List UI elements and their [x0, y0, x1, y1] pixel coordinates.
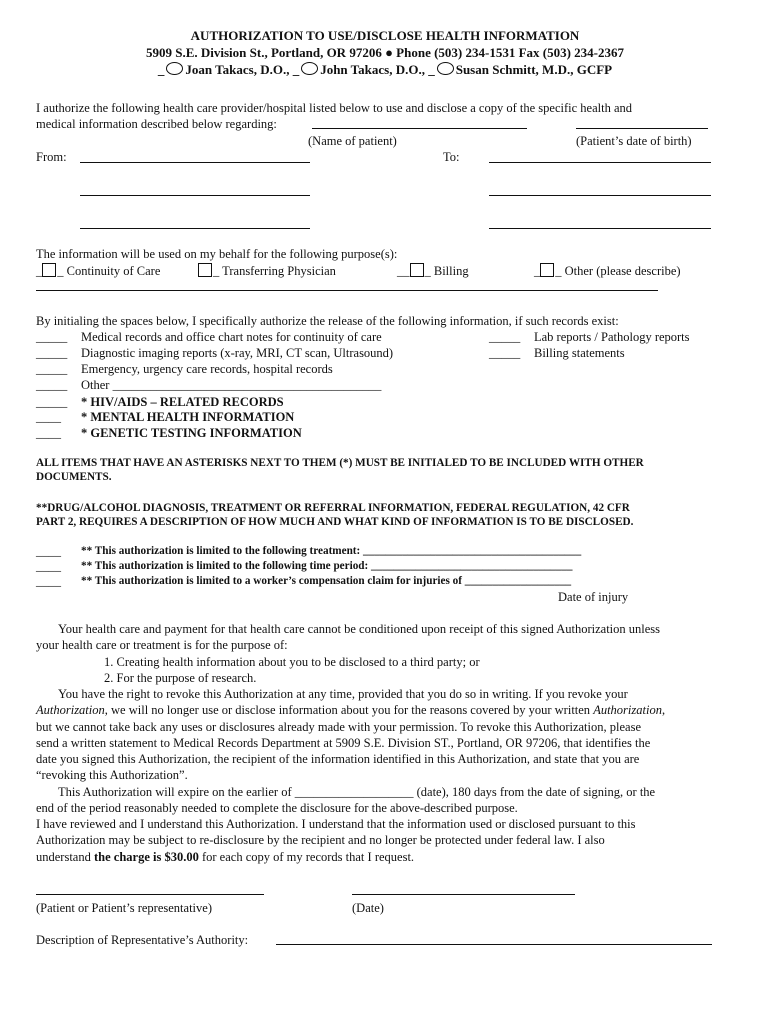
record-emergency-blank[interactable]: _____	[36, 362, 68, 376]
patient-dob-label: (Patient’s date of birth)	[576, 134, 692, 148]
record-mental-blank[interactable]: ____	[36, 410, 61, 424]
record-hiv-label: * HIV/AIDS – RELATED RECORDS	[81, 395, 284, 409]
records-intro: By initialing the spaces below, I specifically authorize the release of the following information, if such records exist:	[36, 314, 619, 328]
limit-workers-comp-blank[interactable]: ____	[36, 574, 61, 588]
to-field-2[interactable]	[489, 195, 711, 196]
continuity-checkbox[interactable]	[42, 263, 56, 277]
transferring-checkbox[interactable]	[198, 263, 212, 277]
purpose-other: _ _ Other (please describe)	[534, 264, 681, 278]
body-p2-line-6: “revoking this Authorization”.	[36, 768, 188, 782]
from-label: From:	[36, 150, 67, 164]
to-field-3[interactable]	[489, 228, 711, 229]
body-p2-line-5: date you signed this Authorization, the recipient of the information identified in this Authorization, and state that you are	[36, 752, 640, 766]
patient-name-field[interactable]	[312, 128, 527, 129]
drug-notice-line-1: **DRUG/ALCOHOL DIAGNOSIS, TREATMENT OR REFERRAL INFORMATION, FEDERAL REGULATION, 42 CFR	[36, 502, 630, 514]
body-p1-line-1: Your health care and payment for that health care cannot be conditioned upon receipt of this signed Authorization unless	[58, 622, 661, 636]
signature-date-label: (Date)	[352, 901, 384, 915]
provider-2-radio[interactable]	[301, 62, 318, 75]
from-field-1[interactable]	[80, 162, 310, 163]
provider-2-label: John Takacs, D.O.,	[320, 62, 425, 77]
to-field-1[interactable]	[489, 162, 711, 163]
body-p3-line-2: end of the period reasonably needed to complete the disclosure for the above-described purpose.	[36, 801, 518, 815]
asterisk-notice-line-2: DOCUMENTS.	[36, 471, 112, 483]
record-billing-label: Billing statements	[534, 346, 625, 360]
limit-treatment-label: ** This authorization is limited to the following treatment: _______________________________________	[81, 545, 582, 557]
limit-treatment-blank[interactable]: ____	[36, 544, 61, 558]
body-p2-line-4: send a written statement to Medical Records Department at 5909 S.E. Division ST., Portland, OR 97206, that identifies the	[36, 736, 651, 750]
patient-dob-field[interactable]	[576, 128, 708, 129]
body-p4-line-3: understand the charge is $30.00 for each copy of my records that I request.	[36, 850, 415, 864]
body-p2-line-1: You have the right to revoke this Authorization at any time, provided that you do so in writing. If you revoke your	[58, 687, 628, 701]
record-lab-label: Lab reports / Pathology reports	[534, 330, 690, 344]
other-label: Other (please describe)	[564, 264, 681, 278]
provider-1-label: Joan Takacs, D.O.,	[185, 62, 290, 77]
provider-line: _ Joan Takacs, D.O., _ John Takacs, D.O., _ Susan Schmitt, M.D., GCFP	[157, 62, 613, 77]
purpose-billing: __ _ Billing	[397, 264, 469, 278]
record-hiv-blank[interactable]: _____	[36, 395, 68, 409]
continuity-label: Continuity of Care	[66, 264, 161, 278]
body-list-item-2: 2. For the purpose of research.	[104, 671, 257, 685]
limit-workers-comp-label: ** This authorization is limited to a worker’s compensation claim for injuries of ___________________	[81, 575, 572, 587]
record-lab-blank[interactable]: _____	[489, 330, 521, 344]
clinic-address: 5909 S.E. Division St., Portland, OR 97206 ● Phone (503) 234-1531 Fax (503) 234-2367	[145, 45, 625, 60]
to-label: To:	[443, 150, 460, 164]
body-p2-line-2: Authorization, we will no longer use or disclose information about you for the reasons covered by your written Authorization,	[36, 703, 666, 717]
billing-checkbox[interactable]	[410, 263, 424, 277]
body-p4-line-2: Authorization may be subject to re-disclosure by the recipient and no longer be protected under federal law. I also	[36, 833, 605, 847]
body-p2-line-3: but we cannot take back any uses or disclosures already made with your permission. To revoke this Authorization, please	[36, 720, 641, 734]
signature-date-field[interactable]	[352, 894, 575, 895]
record-imaging-blank[interactable]: _____	[36, 346, 68, 360]
record-other-blank[interactable]: _____	[36, 378, 68, 392]
record-billing-blank[interactable]: _____	[489, 346, 521, 360]
limit-time-blank[interactable]: ____	[36, 559, 61, 573]
other-checkbox[interactable]	[540, 263, 554, 277]
purpose-heading: The information will be used on my behalf for the following purpose(s):	[36, 247, 398, 261]
charge-amount: the charge is $30.00	[93, 850, 199, 864]
provider-1-radio[interactable]	[166, 62, 183, 75]
date-of-injury-label: Date of injury	[558, 590, 629, 604]
patient-signature-field[interactable]	[36, 894, 264, 895]
asterisk-notice-line-1: ALL ITEMS THAT HAVE AN ASTERISKS NEXT TO THEM (*) MUST BE INITIALED TO BE INCLUDED WITH OTHER	[36, 457, 644, 469]
record-medical-label: Medical records and office chart notes for continuity of care	[81, 330, 382, 344]
other-description-field[interactable]	[36, 290, 658, 291]
representative-authority-label: Description of Representative’s Authority:	[36, 933, 249, 947]
intro-line-1: I authorize the following health care provider/hospital listed below to use and disclose a copy of the specific health and	[36, 101, 632, 115]
from-field-2[interactable]	[80, 195, 310, 196]
purpose-transferring: _ Transferring Physician	[198, 263, 336, 279]
from-field-3[interactable]	[80, 228, 310, 229]
billing-label: Billing	[433, 264, 469, 278]
body-p3-line-1: This Authorization will expire on the earlier of ___________________ (date), 180 days from the date of signing, or the	[58, 785, 656, 799]
provider-3-label: Susan Schmitt, M.D., GCFP	[455, 62, 613, 77]
record-mental-label: * MENTAL HEALTH INFORMATION	[81, 410, 295, 424]
intro-line-2: medical information described below regarding:	[36, 117, 277, 131]
body-p4-line-1: I have reviewed and I understand this Authorization. I understand that the information used or disclosed pursuant to this	[36, 817, 636, 831]
record-genetic-blank[interactable]: ____	[36, 426, 61, 440]
body-p1-line-2: your health care or treatment is for the purpose of:	[36, 638, 288, 652]
record-imaging-label: Diagnostic imaging reports (x-ray, MRI, CT scan, Ultrasound)	[81, 346, 394, 360]
purpose-continuity: _ _ Continuity of Care	[36, 264, 161, 278]
record-other-label: Other ___________________________________________	[81, 378, 382, 392]
representative-authority-field[interactable]	[276, 944, 712, 945]
record-emergency-label: Emergency, urgency care records, hospital records	[81, 362, 333, 376]
drug-notice-line-2: PART 2, REQUIRES A DESCRIPTION OF HOW MUCH AND WHAT KIND OF INFORMATION IS TO BE DISCLOSED.	[36, 516, 634, 528]
form-title: AUTHORIZATION TO USE/DISCLOSE HEALTH INFORMATION	[190, 28, 580, 43]
record-genetic-label: * GENETIC TESTING INFORMATION	[81, 426, 302, 440]
transferring-label: Transferring Physician	[222, 264, 336, 278]
limit-time-label: ** This authorization is limited to the following time period: ____________________________________	[81, 560, 573, 572]
patient-name-label: (Name of patient)	[308, 134, 397, 148]
patient-signature-label: (Patient or Patient’s representative)	[36, 901, 212, 915]
record-medical-blank[interactable]: _____	[36, 330, 68, 344]
provider-3-radio[interactable]	[437, 62, 454, 75]
body-list-item-1: 1. Creating health information about you to be disclosed to a third party; or	[104, 655, 480, 669]
